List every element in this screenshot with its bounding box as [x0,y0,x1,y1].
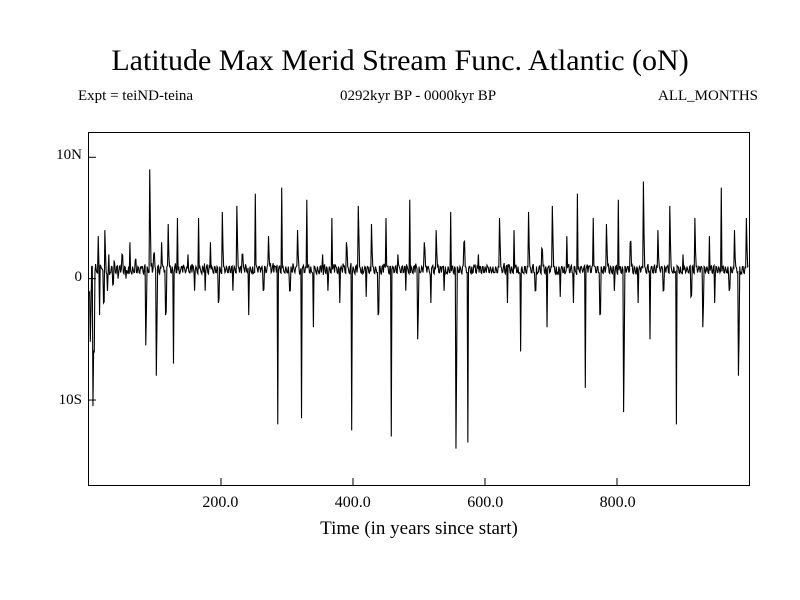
plot-svg [89,133,749,485]
subtitle-row [78,88,758,108]
time-range-label: 0292kyr BP - 0000kyr BP [339,88,497,104]
x-axis-label: Time (in years since start) [320,518,518,539]
y-tick-label: 10S [58,391,82,408]
experiment-label: Expt = teiND-teina [78,88,194,104]
x-tick-label: 200.0 [202,494,239,511]
plot-area [88,132,750,486]
y-tick-label: 0 [74,269,82,286]
x-tick-label: 400.0 [334,494,371,511]
chart-title: Latitude Max Merid Stream Func. Atlantic (oN) [111,44,689,77]
months-label: ALL_MONTHS [658,88,758,104]
x-tick-label: 800.0 [599,494,636,511]
x-tick-label: 600.0 [467,494,504,511]
data-series-line [89,169,748,448]
y-tick-label: 10N [56,147,82,164]
